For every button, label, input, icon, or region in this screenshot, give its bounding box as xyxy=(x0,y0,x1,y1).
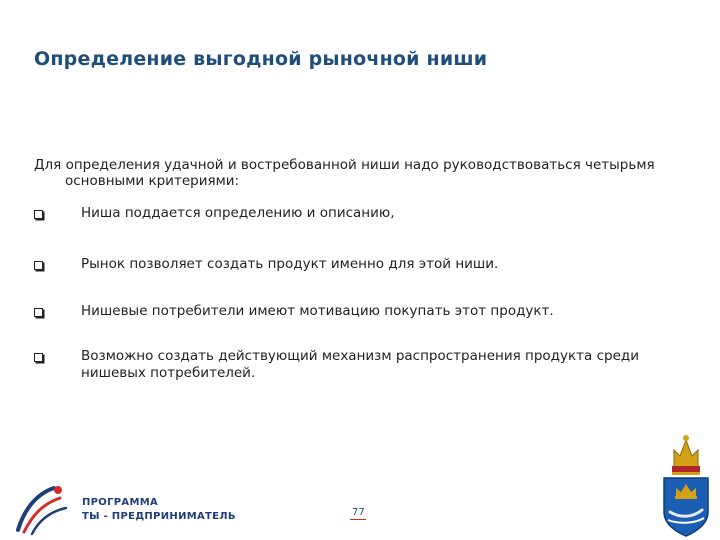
program-logo xyxy=(14,480,236,536)
checkbox-bullet-icon xyxy=(34,308,43,317)
logo-line-2: ТЫ - ПРЕДПРИНИМАТЕЛЬ xyxy=(82,511,236,522)
intro-paragraph xyxy=(34,157,674,189)
list-item-line: нишевых потребителей. xyxy=(81,365,256,381)
list-item-text xyxy=(81,205,661,222)
list-item-text xyxy=(81,256,661,273)
list-item-line: Рынок позволяет создать продукт именно для этой ниши. xyxy=(81,256,499,272)
coat-of-arms-icon xyxy=(656,420,716,538)
checkbox-bullet-icon xyxy=(34,353,43,362)
list-item-line: Ниша поддается определению и описанию, xyxy=(81,205,395,221)
slide-title: Определение выгодной рыночной ниши xyxy=(34,48,488,70)
list-item-text xyxy=(81,348,661,382)
intro-line-1: Для определения удачной и востребованной ниши надо руководствоваться четырьмя xyxy=(34,157,655,173)
page-number-underline xyxy=(350,519,366,520)
list-item-line: Нишевые потребители имеют мотивацию покупать этот продукт. xyxy=(81,303,554,319)
logo-line-1: ПРОГРАММА xyxy=(82,497,158,508)
checkbox-bullet-icon xyxy=(34,210,43,219)
list-item-text xyxy=(81,303,661,320)
page-number: 77 xyxy=(352,507,365,518)
runner-logo-icon xyxy=(14,480,74,536)
list-item-line: Возможно создать действующий механизм распространения продукта среди xyxy=(81,348,639,364)
intro-line-2: основными критериями: xyxy=(65,173,240,189)
checkbox-bullet-icon xyxy=(34,261,43,270)
